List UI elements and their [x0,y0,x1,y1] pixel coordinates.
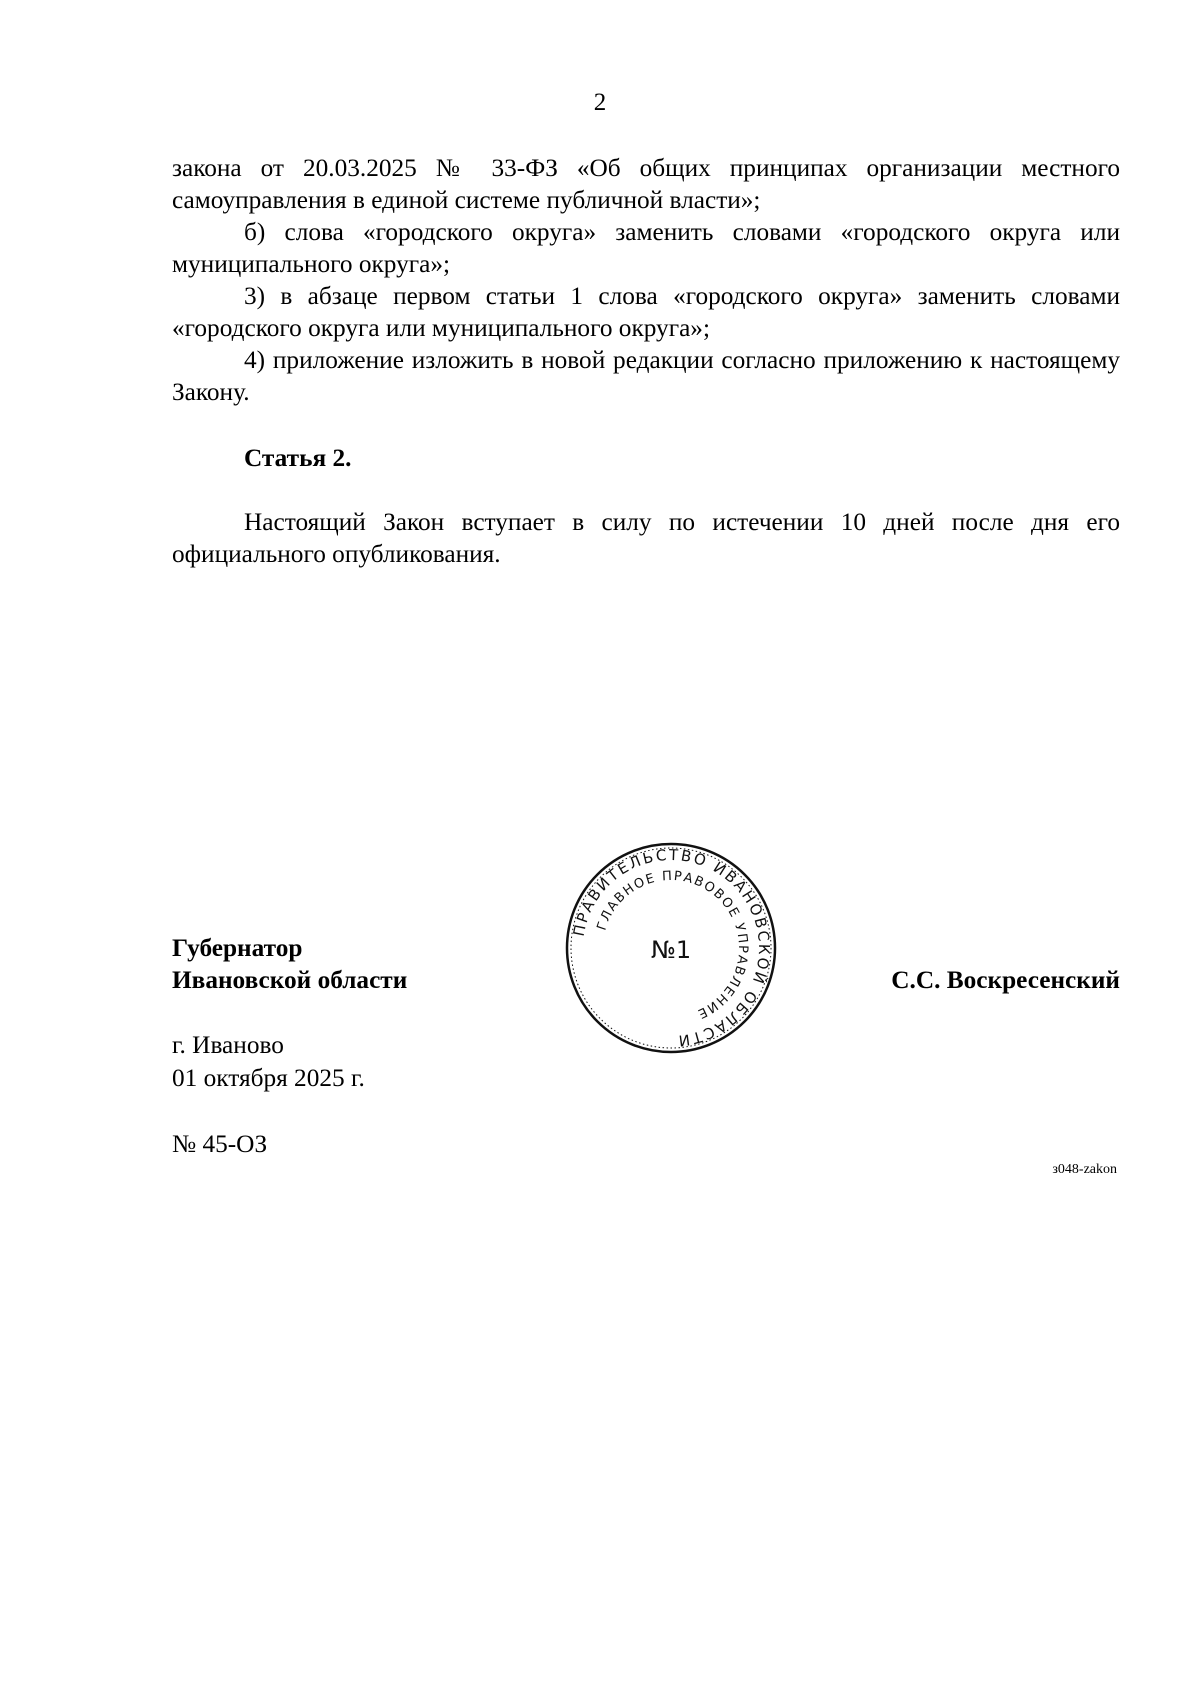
date-of-signing: 01 октября 2025 г. [172,1064,365,1092]
signatory-title [172,932,407,996]
article-2-heading: Статья 2. [244,444,352,472]
paragraph-intro: закона от 20.03.2025 № 33-ФЗ «Об общих принципах организации местного самоуправления в единой системе публичной власти»; [172,154,1120,214]
signatory-title-line2: Ивановской области [172,966,408,994]
page-number: 2 [593,89,607,116]
seal-outer-text: ПРАВИТЕЛЬСТВО ИВАНОВСКОЙ ОБЛАСТИ [569,845,774,1050]
place-of-signing: г. Иваново [172,1031,284,1059]
paragraph-item-3: 3) в абзаце первом статьи 1 слова «городского округа» заменить словами «городского округа или муниципального округа»; [172,282,1120,342]
paragraph-item-4: 4) приложение изложить в новой редакции согласно приложению к настоящему Закону. [172,346,1120,406]
paragraph-item-b: б) слова «городского округа» заменить словами «городского округа или муниципального округа»; [172,218,1120,278]
document-code: з048-zakon [1052,1162,1117,1177]
seal-center-number: №1 [650,936,692,964]
law-number: № 45-ОЗ [172,1130,268,1158]
signatory-name: С.С. Воскресенский [891,966,1120,994]
seal-inner-text: ГЛАВНОЕ ПРАВОВОЕ УПРАВЛЕНИЕ [594,868,751,1022]
place-and-date [172,1029,365,1095]
official-seal-stamp [563,840,779,1056]
article-2-text: Настоящий Закон вступает в силу по истечении 10 дней после дня его официального опубликования. [172,508,1120,568]
signatory-title-line1: Губернатор [172,934,303,962]
